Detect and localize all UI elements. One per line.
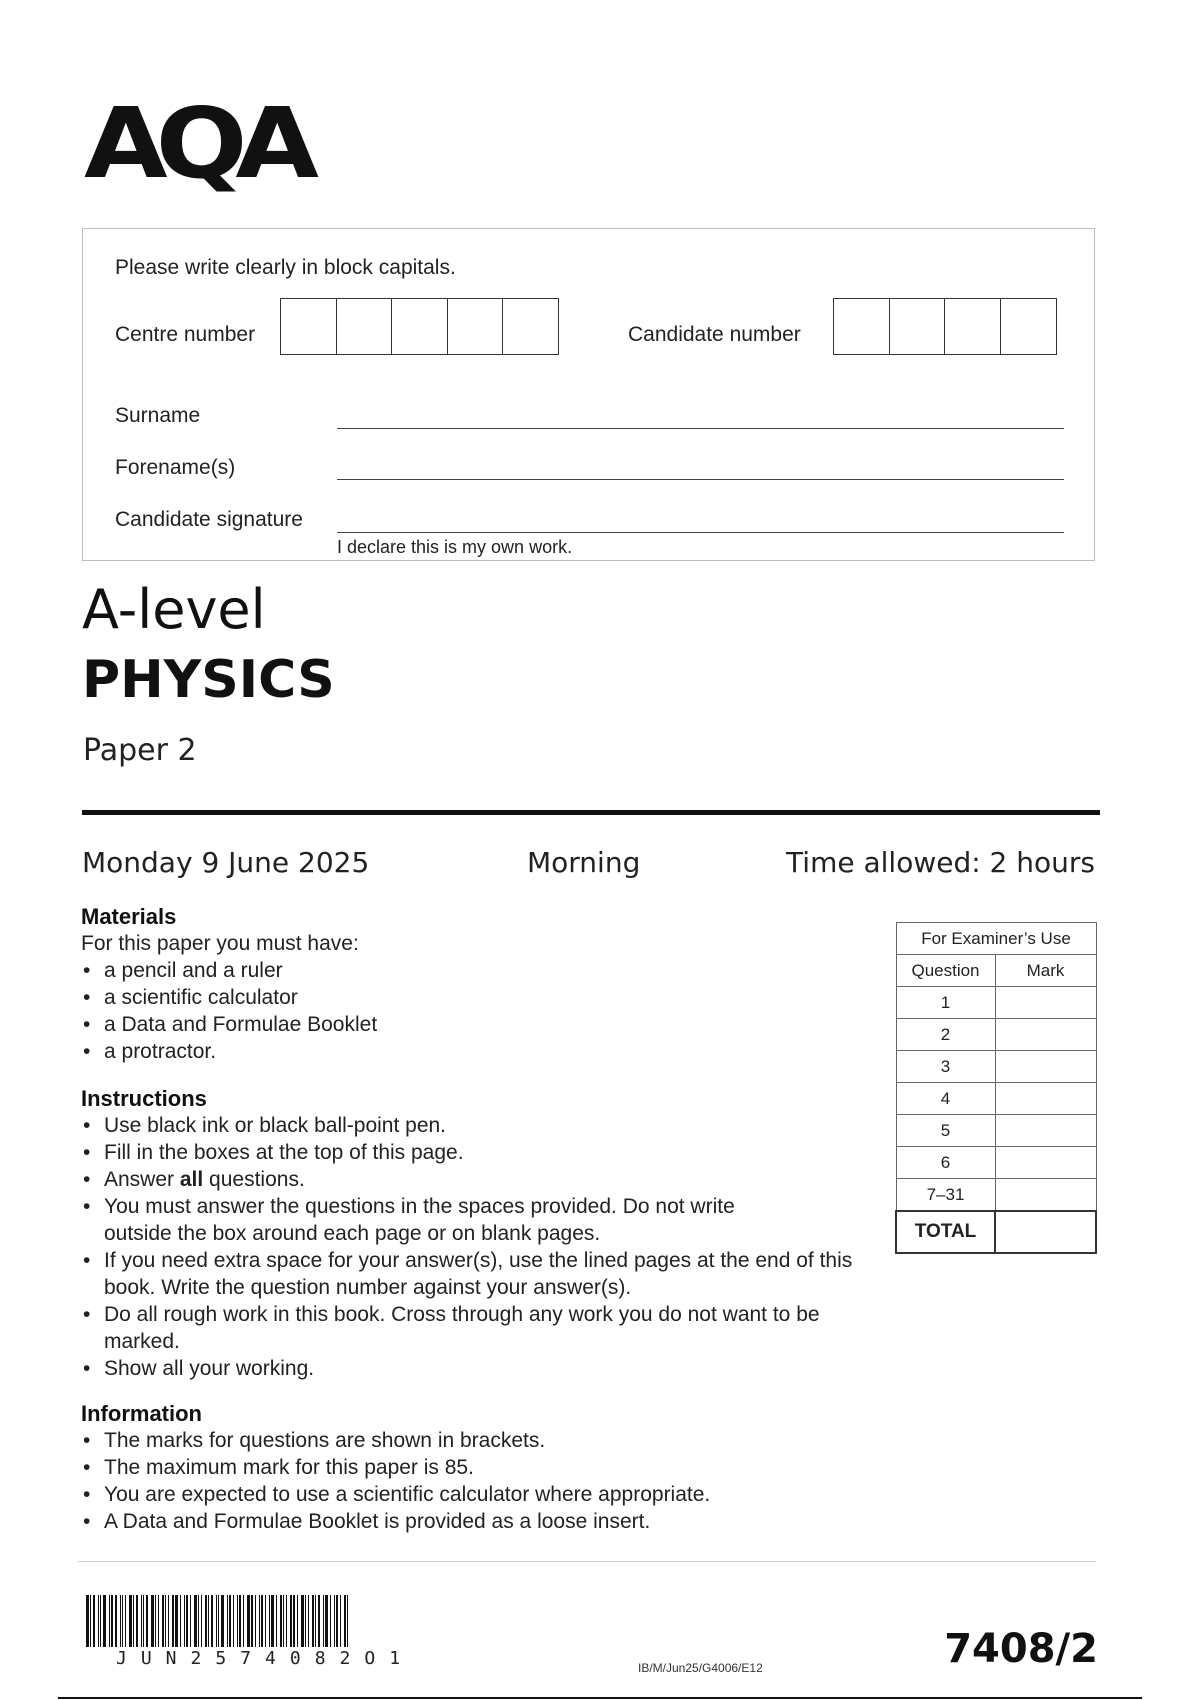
table-row bbox=[896, 987, 1096, 1019]
candidate-number-label: Candidate number bbox=[628, 323, 801, 346]
barcode-bar bbox=[175, 1595, 178, 1647]
candidate-digit-box[interactable] bbox=[1000, 298, 1057, 355]
barcode-bar bbox=[158, 1595, 159, 1647]
barcode-bar bbox=[305, 1595, 306, 1647]
total-mark-cell[interactable] bbox=[995, 1211, 1096, 1253]
barcode-bar bbox=[208, 1595, 209, 1647]
barcode-bar bbox=[86, 1595, 89, 1647]
list-item: • Show all your working. bbox=[81, 1355, 871, 1382]
barcode-bar bbox=[165, 1595, 166, 1647]
candidate-digit-box[interactable] bbox=[889, 298, 946, 355]
surname-line[interactable] bbox=[337, 428, 1064, 429]
barcode-bar bbox=[271, 1595, 274, 1647]
examiner-use-table bbox=[895, 922, 1097, 1254]
materials-section bbox=[81, 904, 861, 1065]
question-number: 4 bbox=[896, 1083, 995, 1115]
signature-line[interactable] bbox=[337, 532, 1064, 533]
question-number: 1 bbox=[896, 987, 995, 1019]
table-row bbox=[896, 1019, 1096, 1051]
mark-column-header: Mark bbox=[995, 955, 1096, 987]
barcode-bar bbox=[190, 1595, 191, 1647]
barcode-bar bbox=[115, 1595, 117, 1647]
barcode-bar bbox=[198, 1595, 199, 1647]
barcode-bar bbox=[276, 1595, 277, 1647]
total-row bbox=[896, 1211, 1096, 1253]
question-number: 6 bbox=[896, 1147, 995, 1179]
barcode-bar bbox=[265, 1595, 266, 1647]
mark-cell[interactable] bbox=[995, 1051, 1096, 1083]
declaration-text: I declare this is my own work. bbox=[337, 537, 573, 557]
mark-cell[interactable] bbox=[995, 1083, 1096, 1115]
paper-number: Paper 2 bbox=[83, 733, 197, 768]
barcode-bar bbox=[259, 1595, 260, 1647]
barcode-bar bbox=[143, 1595, 144, 1647]
barcode-bar bbox=[325, 1595, 328, 1647]
list-item: • Use black ink or black ball-point pen. bbox=[81, 1112, 871, 1139]
forename-label: Forename(s) bbox=[115, 456, 236, 479]
candidate-digit-box[interactable] bbox=[944, 298, 1001, 355]
examiner-table-title: For Examiner’s Use bbox=[896, 923, 1096, 955]
instructions-heading: Instructions bbox=[81, 1086, 207, 1111]
barcode-bar bbox=[286, 1595, 287, 1647]
barcode-bar bbox=[216, 1595, 217, 1647]
barcode-bar bbox=[261, 1595, 263, 1647]
candidate-digit-box[interactable] bbox=[833, 298, 890, 355]
instructions-section bbox=[81, 1086, 871, 1382]
materials-heading: Materials bbox=[81, 904, 177, 929]
barcode-bar bbox=[122, 1595, 123, 1647]
centre-digit-box[interactable] bbox=[391, 298, 448, 355]
barcode-bar bbox=[227, 1595, 228, 1647]
information-heading: Information bbox=[81, 1401, 202, 1426]
centre-digit-box[interactable] bbox=[280, 298, 337, 355]
list-item: • If you need extra space for your answer(s), use the lined pages at the end of this book. Write the question number against your answer(s). bbox=[81, 1247, 872, 1301]
level-title: A-level bbox=[82, 578, 266, 641]
barcode-bar bbox=[221, 1595, 224, 1647]
barcode bbox=[86, 1595, 350, 1647]
barcode-bar bbox=[334, 1595, 335, 1647]
barcode-bar bbox=[141, 1595, 142, 1647]
list-item: • Fill in the boxes at the top of this page. bbox=[81, 1139, 871, 1166]
barcode-bar bbox=[251, 1595, 253, 1647]
list-item: • The marks for questions are shown in brackets. bbox=[81, 1427, 871, 1454]
list-item: • a Data and Formulae Booklet bbox=[81, 1011, 861, 1038]
table-row bbox=[896, 1179, 1096, 1212]
list-item: • Answer all questions. bbox=[81, 1166, 871, 1193]
barcode-bar bbox=[293, 1595, 295, 1647]
list-item: • a scientific calculator bbox=[81, 984, 861, 1011]
mark-cell[interactable] bbox=[995, 1147, 1096, 1179]
centre-number-boxes bbox=[280, 298, 559, 355]
barcode-bar bbox=[237, 1595, 238, 1647]
forename-line[interactable] bbox=[337, 479, 1064, 480]
subject-title: PHYSICS bbox=[82, 650, 335, 710]
question-number: 7–31 bbox=[896, 1179, 995, 1212]
question-column-header: Question bbox=[896, 955, 995, 987]
table-row bbox=[896, 1115, 1096, 1147]
barcode-bar bbox=[103, 1595, 106, 1647]
centre-digit-box[interactable] bbox=[502, 298, 559, 355]
paper-code: 7408/2 bbox=[944, 1626, 1098, 1672]
barcode-bar bbox=[283, 1595, 284, 1647]
list-item: • a pencil and a ruler bbox=[81, 957, 861, 984]
barcode-bar bbox=[194, 1595, 197, 1647]
barcode-bar bbox=[218, 1595, 219, 1647]
block-capitals-instruction: Please write clearly in block capitals. bbox=[115, 256, 456, 279]
barcode-bar bbox=[239, 1595, 241, 1647]
barcode-bar bbox=[336, 1595, 338, 1647]
exam-date: Monday 9 June 2025 bbox=[82, 846, 370, 879]
barcode-bar bbox=[229, 1595, 231, 1647]
total-label: TOTAL bbox=[896, 1211, 995, 1253]
aqa-logo: AQA bbox=[84, 87, 307, 201]
barcode-bar bbox=[301, 1595, 304, 1647]
barcode-bar bbox=[330, 1595, 331, 1647]
barcode-bar bbox=[344, 1595, 346, 1647]
barcode-bar bbox=[315, 1595, 316, 1647]
materials-list bbox=[81, 957, 861, 1065]
list-item: • a protractor. bbox=[81, 1038, 861, 1065]
barcode-bar bbox=[146, 1595, 148, 1647]
barcode-bar bbox=[109, 1595, 110, 1647]
materials-intro: For this paper you must have: bbox=[81, 932, 359, 955]
barcode-bar bbox=[100, 1595, 101, 1647]
barcode-bar bbox=[269, 1595, 270, 1647]
centre-number-label: Centre number bbox=[115, 323, 256, 346]
barcode-bar bbox=[233, 1595, 234, 1647]
barcode-bar bbox=[129, 1595, 132, 1647]
signature-label: Candidate signature bbox=[115, 508, 303, 531]
barcode-bar bbox=[312, 1595, 314, 1647]
barcode-bar bbox=[151, 1595, 154, 1647]
barcode-bar bbox=[98, 1595, 99, 1647]
barcode-bar bbox=[184, 1595, 185, 1647]
barcode-bar bbox=[290, 1595, 292, 1647]
mark-cell[interactable] bbox=[995, 1179, 1096, 1212]
table-row bbox=[896, 1083, 1096, 1115]
barcode-bar bbox=[111, 1595, 113, 1647]
barcode-bar bbox=[297, 1595, 298, 1647]
mark-cell[interactable] bbox=[995, 987, 1096, 1019]
barcode-bar bbox=[90, 1595, 91, 1647]
barcode-bar bbox=[308, 1595, 309, 1647]
barcode-bar bbox=[155, 1595, 156, 1647]
barcode-bar bbox=[162, 1595, 164, 1647]
barcode-bar bbox=[133, 1595, 134, 1647]
information-section bbox=[81, 1401, 871, 1535]
list-item: • You must answer the questions in the spaces provided. Do not write outside the box around each page or on blank pages. bbox=[81, 1193, 784, 1247]
barcode-bar bbox=[136, 1595, 138, 1647]
title-rule bbox=[82, 810, 1100, 815]
barcode-bar bbox=[323, 1595, 324, 1647]
table-row bbox=[896, 1147, 1096, 1179]
question-number: 2 bbox=[896, 1019, 995, 1051]
barcode-bar bbox=[201, 1595, 202, 1647]
list-item: • The maximum mark for this paper is 85. bbox=[81, 1454, 871, 1481]
candidate-number-boxes bbox=[833, 298, 1057, 355]
list-item: • You are expected to use a scientific calculator where appropriate. bbox=[81, 1481, 871, 1508]
exam-session: Morning bbox=[527, 846, 641, 879]
mark-cell[interactable] bbox=[995, 1115, 1096, 1147]
paper-reference: IB/M/Jun25/G4006/E12 bbox=[638, 1661, 763, 1675]
barcode-bar bbox=[172, 1595, 174, 1647]
barcode-bar bbox=[186, 1595, 188, 1647]
barcode-bar bbox=[211, 1595, 213, 1647]
time-allowed: Time allowed: 2 hours bbox=[786, 846, 1095, 879]
centre-digit-box[interactable] bbox=[336, 298, 393, 355]
footer-rule bbox=[78, 1561, 1096, 1562]
list-item: • Do all rough work in this book. Cross through any work you do not want to be marked. bbox=[81, 1301, 824, 1355]
bottom-rule bbox=[58, 1697, 1142, 1699]
mark-cell[interactable] bbox=[995, 1019, 1096, 1051]
barcode-bar bbox=[318, 1595, 320, 1647]
barcode-bar bbox=[120, 1595, 121, 1647]
barcode-bar bbox=[347, 1595, 348, 1647]
barcode-bar bbox=[93, 1595, 95, 1647]
centre-digit-box[interactable] bbox=[447, 298, 504, 355]
instructions-list bbox=[81, 1112, 871, 1382]
barcode-bar bbox=[255, 1595, 256, 1647]
question-number: 3 bbox=[896, 1051, 995, 1083]
barcode-bar bbox=[340, 1595, 341, 1647]
barcode-bar bbox=[168, 1595, 169, 1647]
question-number: 5 bbox=[896, 1115, 995, 1147]
table-row bbox=[896, 1051, 1096, 1083]
surname-label: Surname bbox=[115, 404, 201, 427]
barcode-digits: JUN2574082O1 bbox=[116, 1648, 415, 1669]
barcode-bar bbox=[125, 1595, 126, 1647]
barcode-bar bbox=[247, 1595, 250, 1647]
barcode-bar bbox=[205, 1595, 207, 1647]
barcode-bar bbox=[180, 1595, 181, 1647]
list-item: • A Data and Formulae Booklet is provided as a loose insert. bbox=[81, 1508, 871, 1535]
information-list bbox=[81, 1427, 871, 1535]
barcode-bar bbox=[280, 1595, 282, 1647]
barcode-bar bbox=[243, 1595, 244, 1647]
